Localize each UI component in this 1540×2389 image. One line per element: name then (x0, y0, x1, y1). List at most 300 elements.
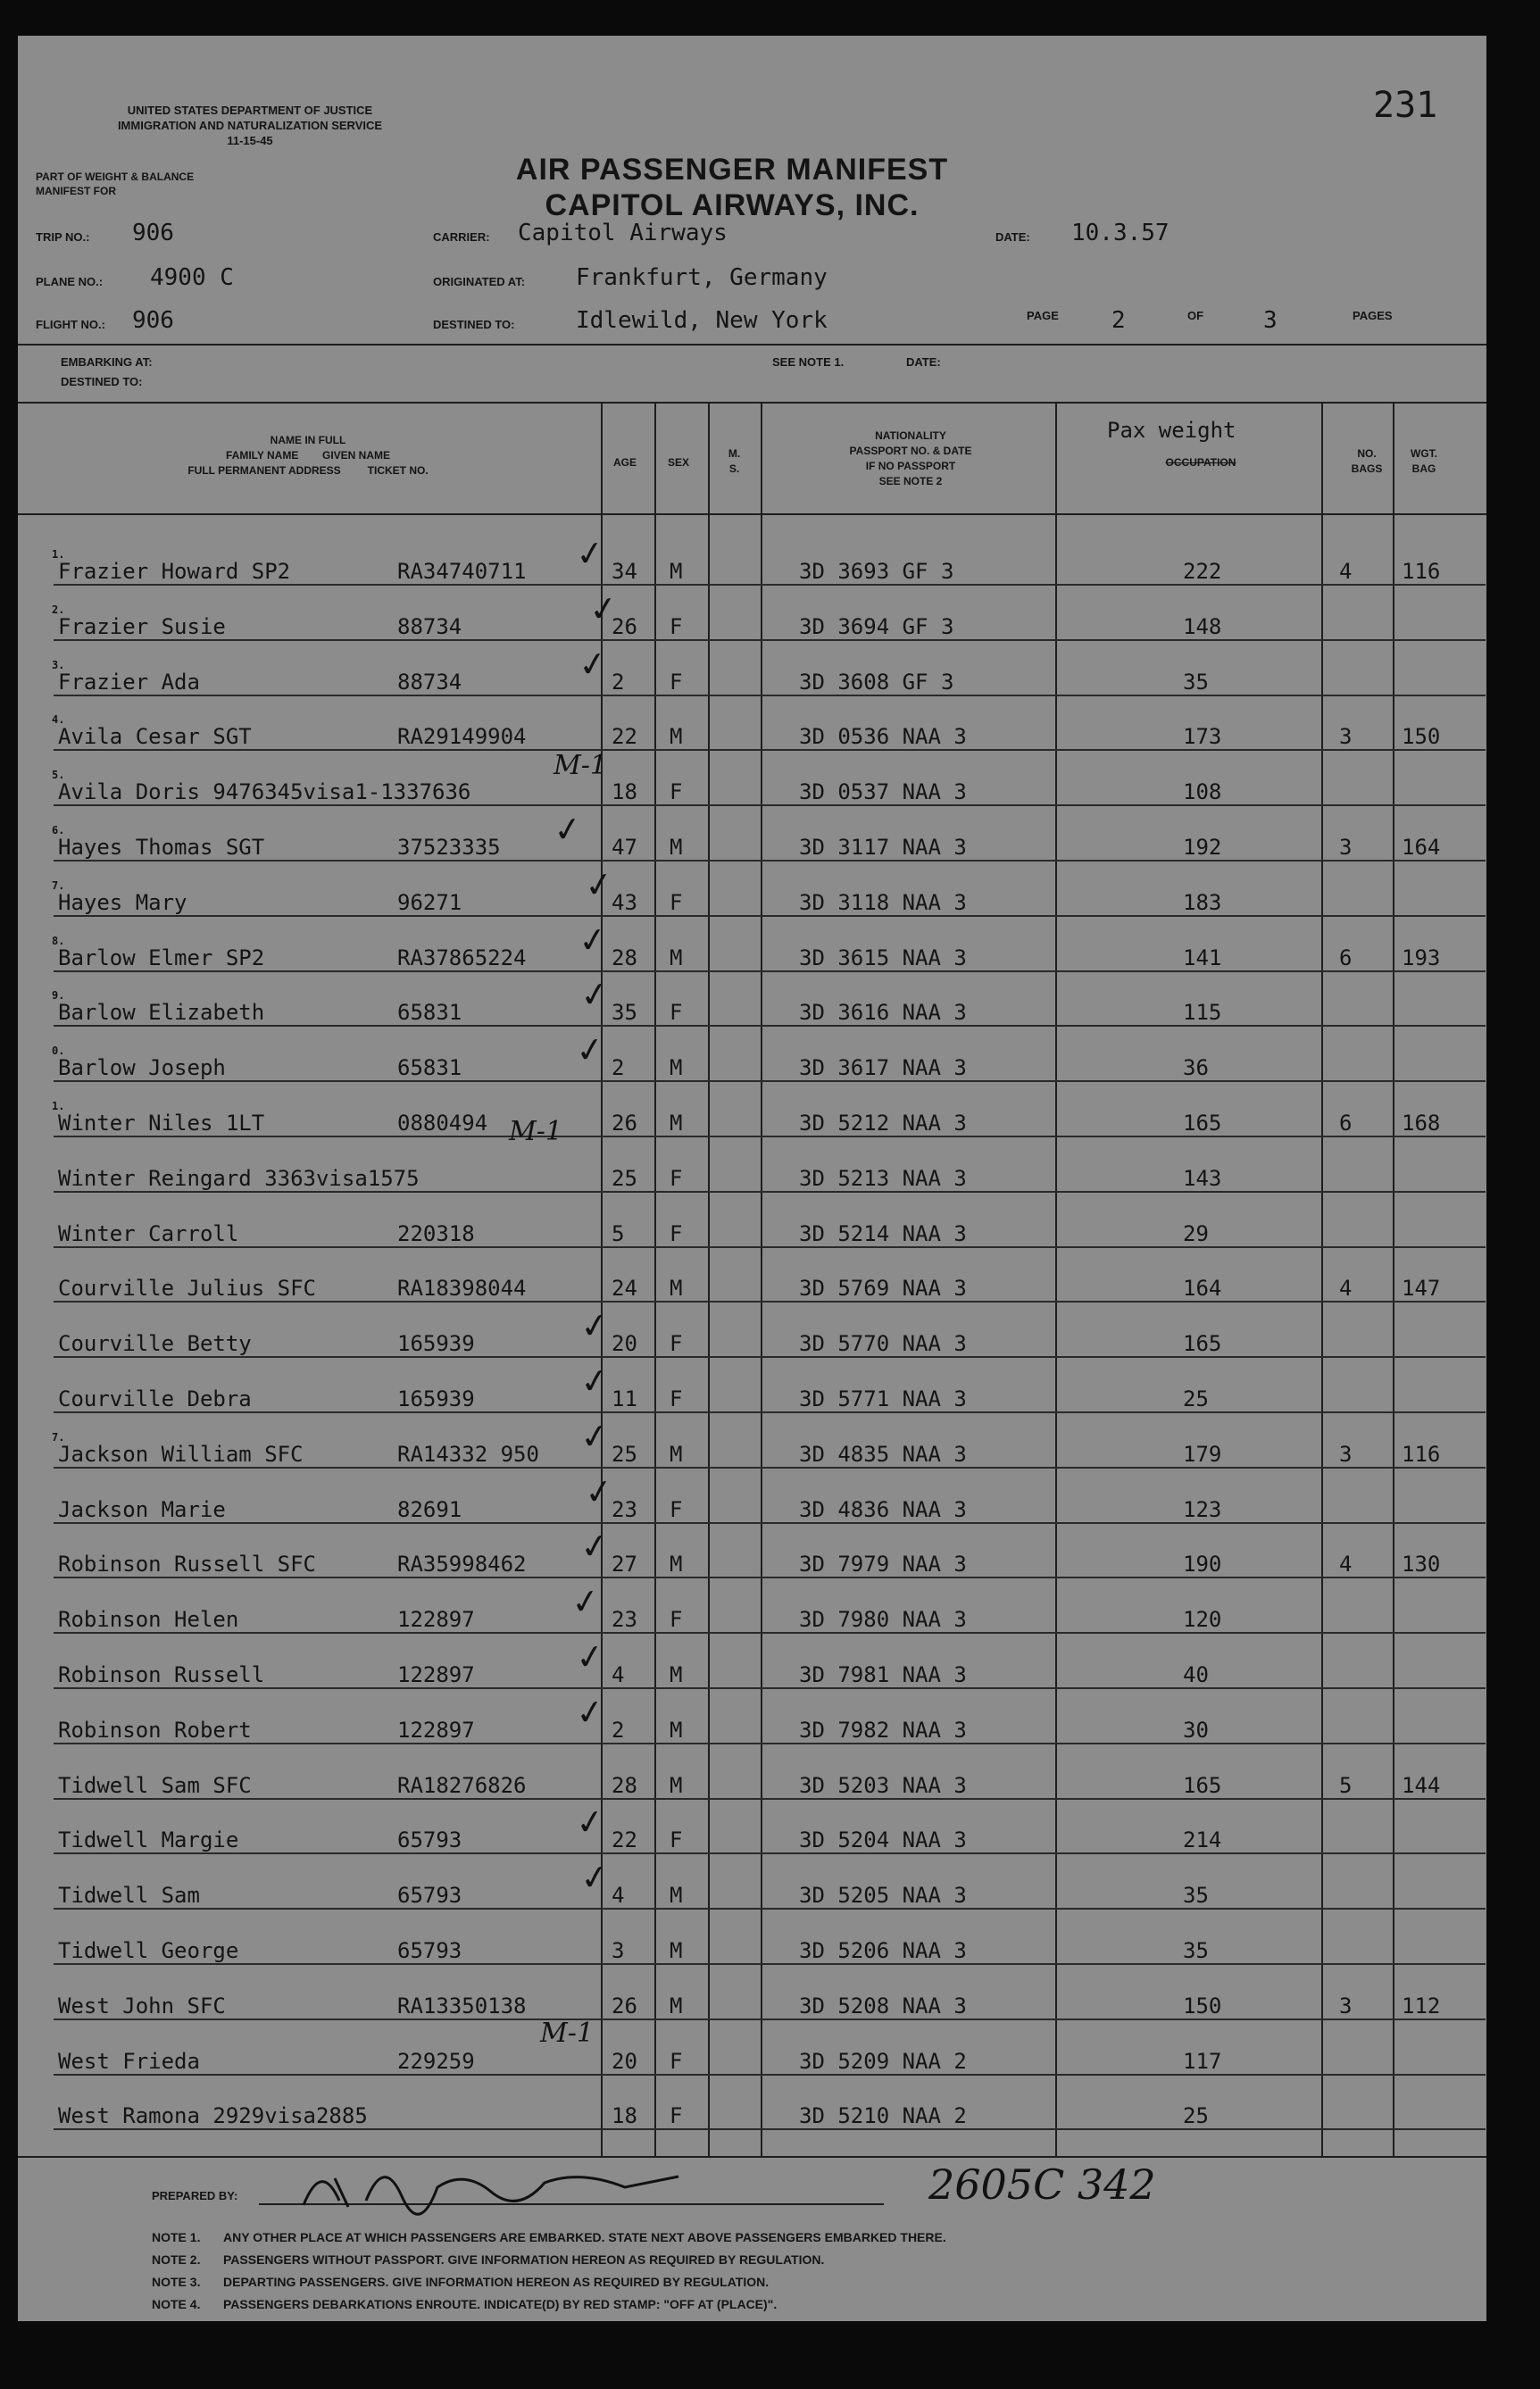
passenger-name: Barlow Elizabeth (58, 1000, 265, 1026)
passenger-name: West Frieda (58, 2048, 200, 2074)
passport-cell: 3D 3615 NAA 3 (799, 945, 967, 970)
table-row (18, 587, 1486, 646)
header-line: BAG (1411, 462, 1436, 475)
table-row (18, 531, 1486, 591)
sex-cell: M (670, 1552, 683, 1577)
age-cell: 18 (612, 2103, 637, 2129)
check-mark-annotation: ✓ (578, 1856, 612, 1900)
row-rule (54, 1522, 1486, 1524)
ticket-number: RA35998462 (397, 1552, 527, 1577)
pax-weight-cell: 148 (1183, 613, 1222, 639)
manifest-sheet (18, 36, 1486, 2321)
age-cell: 23 (612, 1607, 637, 1633)
header-bottom-rule (18, 513, 1486, 515)
bag-weight-cell: 150 (1402, 724, 1441, 750)
bag-weight-cell: 168 (1402, 1111, 1441, 1136)
bag-weight-cell: 112 (1402, 1993, 1441, 2019)
age-cell: 34 (612, 559, 637, 584)
age-cell: 47 (612, 835, 637, 860)
row-rule (54, 695, 1486, 696)
passport-cell: 3D 5208 NAA 3 (799, 1993, 967, 2019)
embarking-label: EMBARKING AT: (61, 355, 153, 369)
flight-no-label: FLIGHT NO.: (36, 318, 105, 331)
sex-cell: M (670, 945, 683, 970)
ticket-number: 88734 (397, 669, 462, 695)
note-2 (152, 2252, 824, 2267)
row-rule (54, 2019, 1486, 2020)
passenger-name: Tidwell Sam SFC (58, 1772, 252, 1798)
of-field: 3 (1263, 307, 1278, 334)
check-mark-annotation: ✓ (587, 587, 620, 630)
bags-cell: 3 (1339, 724, 1353, 750)
row-rule (54, 2074, 1486, 2076)
passenger-name: Courville Betty (58, 1331, 252, 1357)
ticket-number: 122897 (397, 1662, 475, 1687)
age-cell: 26 (612, 613, 637, 639)
check-mark-annotation: ✓ (551, 807, 585, 852)
ticket-number: RA29149904 (397, 724, 527, 750)
row-rule (54, 2128, 1486, 2130)
pax-weight-cell: 164 (1183, 1276, 1222, 1302)
passport-cell: 3D 3117 NAA 3 (799, 835, 967, 860)
sex-cell: M (670, 559, 683, 584)
passenger-name: West John SFC (58, 1993, 226, 2019)
passenger-name: Robinson Robert (58, 1717, 252, 1743)
passport-cell: 3D 0537 NAA 3 (799, 779, 967, 805)
note-number: NOTE 4. (152, 2297, 201, 2311)
note-text: DEPARTING PASSENGERS. GIVE INFORMATION HEREON AS REQUIRED BY REGULATION. (223, 2275, 770, 2289)
sex-cell: F (670, 1331, 683, 1357)
table-row (18, 1690, 1486, 1750)
sex-cell: M (670, 1772, 683, 1798)
check-mark-annotation: ✓ (576, 642, 610, 686)
pages-label: PAGES (1353, 309, 1393, 322)
nationality-column-header (768, 429, 1053, 489)
sex-cell: M (670, 1662, 683, 1687)
row-rule (54, 1136, 1486, 1137)
row-rule (54, 970, 1486, 972)
table-row (18, 2080, 1486, 2135)
sex-cell: F (670, 779, 683, 805)
ticket-number: 37523335 (397, 835, 501, 860)
ticket-number: RA37865224 (397, 945, 527, 970)
passenger-name: Winter Carroll (58, 1220, 239, 1246)
row-rule (54, 860, 1486, 862)
age-cell: 26 (612, 1993, 637, 2019)
destined-label: DESTINED TO: (433, 318, 515, 331)
pax-weight-cell: 150 (1183, 1993, 1222, 2019)
check-mark-annotation: ✓ (573, 1635, 607, 1679)
bags-cell: 3 (1339, 1993, 1353, 2019)
check-mark-annotation: ✓ (573, 531, 607, 576)
check-mark-annotation: ✓ (573, 1028, 607, 1072)
name-column-header (107, 433, 509, 479)
pax-weight-cell: 25 (1183, 2103, 1209, 2129)
date: 10.3.57 (1071, 220, 1170, 246)
bags-cell: 5 (1339, 1772, 1353, 1798)
passenger-name: Robinson Russell SFC (58, 1552, 316, 1577)
age-cell: 43 (612, 889, 637, 915)
manifest-title (464, 152, 1000, 223)
row-number: 2. (52, 603, 65, 616)
prepared-by-label: PREPARED BY: (152, 2189, 238, 2202)
pax-weight-cell: 115 (1183, 1000, 1222, 1026)
passenger-name: Jackson William SFC (58, 1441, 304, 1467)
pax-weight-cell: 190 (1183, 1552, 1222, 1577)
age-cell: 4 (612, 1662, 625, 1687)
bags-cell: 4 (1339, 1552, 1353, 1577)
pax-weight-cell: 192 (1183, 835, 1222, 860)
passenger-name: Jackson Marie (58, 1496, 226, 1522)
ticket-number: 0880494 (397, 1111, 488, 1136)
row-number: 1. (52, 1100, 65, 1112)
age-cell: 20 (612, 1331, 637, 1357)
row-rule (54, 1467, 1486, 1469)
page-field: 2 (1111, 307, 1126, 334)
table-row (18, 1469, 1486, 1529)
note-text: PASSENGERS DEBARKATIONS ENROUTE. INDICATE(D) BY RED STAMP: "OFF AT (PLACE)". (223, 2297, 778, 2311)
trip-no: 906 (132, 220, 174, 246)
check-mark-annotation: ✓ (569, 1580, 603, 1624)
bags-cell: 6 (1339, 945, 1353, 970)
row-rule (54, 1577, 1486, 1578)
check-mark-annotation: ✓ (582, 862, 616, 906)
table-row (18, 756, 1486, 812)
originated-label: ORIGINATED AT: (433, 275, 526, 288)
ticket-number: 220318 (397, 1220, 475, 1246)
age-cell: 22 (612, 724, 637, 750)
age-cell: 2 (612, 1055, 625, 1081)
flight-no: 906 (132, 307, 174, 334)
age-cell: 28 (612, 945, 637, 970)
row-rule (54, 1411, 1486, 1413)
sex-cell: F (670, 1165, 683, 1191)
age-cell: 27 (612, 1552, 637, 1577)
row-rule (54, 749, 1486, 751)
row-rule (54, 1080, 1486, 1082)
pax-weight-cell: 35 (1183, 1883, 1209, 1909)
header-line: M. (728, 447, 741, 460)
row-rule (54, 584, 1486, 586)
check-mark-annotation: ✓ (576, 918, 610, 961)
sex-cell: M (670, 1441, 683, 1467)
row-rule (54, 804, 1486, 806)
bag-weight-cell: 130 (1402, 1552, 1441, 1577)
of-label: OF (1187, 309, 1204, 322)
pax-weight-cell: 179 (1183, 1441, 1222, 1467)
age-cell: 3 (612, 1938, 625, 1963)
age-column-header: AGE (612, 456, 637, 469)
table-row (18, 918, 1486, 978)
note-number: NOTE 1. (152, 2230, 201, 2244)
passport-cell: 3D 7980 NAA 3 (799, 1607, 967, 1633)
passport-cell: 3D 3693 GF 3 (799, 559, 954, 584)
pax-weight-cell: 222 (1183, 559, 1222, 584)
passport-cell: 3D 5212 NAA 3 (799, 1111, 967, 1136)
pax-weight-cell: 117 (1183, 2048, 1222, 2074)
check-mark-annotation: ✓ (582, 1469, 616, 1513)
age-cell: 2 (612, 669, 625, 695)
pax-weight-cell: 173 (1183, 724, 1222, 750)
note-number: NOTE 3. (152, 2275, 201, 2289)
check-mark-annotation: ✓ (578, 1525, 612, 1569)
table-row (18, 642, 1486, 702)
table-row (18, 807, 1486, 867)
table-row (18, 1414, 1486, 1474)
bags-cell: 3 (1339, 835, 1353, 860)
passenger-name: Robinson Helen (58, 1607, 239, 1633)
table-row (18, 2026, 1486, 2081)
header-line: NATIONALITY (875, 429, 946, 442)
pax-weight-cell: 40 (1183, 1662, 1209, 1687)
pax-weight-cell: 165 (1183, 1331, 1222, 1357)
age-cell: 23 (612, 1496, 637, 1522)
sex-cell: M (670, 1993, 683, 2019)
table-row (18, 973, 1486, 1032)
pax-weight-cell: 165 (1183, 1772, 1222, 1798)
header-line: NAME IN FULL (270, 434, 346, 446)
passport-cell: 3D 3617 NAA 3 (799, 1055, 967, 1081)
passport-cell: 3D 5206 NAA 3 (799, 1938, 967, 1963)
passport-cell: 3D 5205 NAA 3 (799, 1883, 967, 1909)
passenger-name: Frazier Howard SP2 (58, 559, 291, 584)
passport-cell: 3D 5204 NAA 3 (799, 1827, 967, 1853)
note-4 (152, 2297, 777, 2311)
trip-no-label: TRIP NO.: (36, 230, 90, 244)
age-cell: 25 (612, 1165, 637, 1191)
header-line: IF NO PASSPORT (865, 460, 956, 472)
bags-cell: 3 (1339, 1441, 1353, 1467)
note-text: ANY OTHER PLACE AT WHICH PASSENGERS ARE EMBARKED. STATE NEXT ABOVE PASSENGERS EMBARKED THERE. (223, 2230, 946, 2244)
passport-cell: 3D 3608 GF 3 (799, 669, 954, 695)
table-row (18, 1253, 1486, 1308)
age-cell: 2 (612, 1717, 625, 1743)
note-3 (152, 2275, 769, 2289)
passenger-name: Tidwell George (58, 1938, 239, 1963)
table-top-rule (18, 402, 1486, 404)
pax-weight-header: Pax weight (1107, 418, 1236, 443)
sex-cell: F (670, 1386, 683, 1411)
row-rule (54, 1743, 1486, 1744)
row-number: 4. (52, 713, 65, 727)
age-cell: 11 (612, 1386, 637, 1411)
table-row (18, 1198, 1486, 1253)
row-rule (54, 1025, 1486, 1027)
sex-column-header: SEX (667, 456, 689, 469)
date2-label: DATE: (906, 355, 941, 369)
check-mark-annotation: ✓ (573, 1690, 607, 1734)
m1-annotation: M-1 (540, 2018, 594, 2049)
passenger-name: Hayes Thomas SGT (58, 835, 265, 860)
row-rule (54, 1356, 1486, 1358)
agency-header (36, 103, 464, 148)
header-line: NO. (1357, 447, 1377, 460)
table-row (18, 1087, 1486, 1143)
sex-cell: F (670, 1496, 683, 1522)
bag-weight-cell: 147 (1402, 1276, 1441, 1302)
table-row (18, 701, 1486, 756)
passenger-name: Avila Cesar SGT (58, 724, 252, 750)
ticket-number: 65793 (397, 1938, 462, 1963)
row-rule (54, 1687, 1486, 1689)
sex-cell: F (670, 669, 683, 695)
ticket-number: 122897 (397, 1717, 475, 1743)
wgt-column-header (1397, 446, 1451, 477)
carrier: Capitol Airways (518, 220, 728, 246)
sex-cell: M (670, 1938, 683, 1963)
passport-cell: 3D 5770 NAA 3 (799, 1331, 967, 1357)
passenger-name: Winter Niles 1LT (58, 1111, 265, 1136)
age-cell: 26 (612, 1111, 637, 1136)
passport-cell: 3D 7979 NAA 3 (799, 1552, 967, 1577)
handwritten-totals: 2605C 342 (928, 2160, 1156, 2209)
header-line: S. (728, 462, 740, 475)
sex-cell: F (670, 1827, 683, 1853)
passport-cell: 3D 5210 NAA 2 (799, 2103, 967, 2129)
pax-weight-cell: 123 (1183, 1496, 1222, 1522)
note-1 (152, 2230, 946, 2244)
carrier-label: CARRIER: (433, 230, 490, 244)
table-row (18, 1525, 1486, 1584)
table-bottom-rule (18, 2156, 1486, 2158)
passport-cell: 3D 4835 NAA 3 (799, 1441, 967, 1467)
header-line: SEE NOTE 2 (878, 475, 943, 487)
passport-cell: 3D 3694 GF 3 (799, 613, 954, 639)
pax-weight-cell: 143 (1183, 1165, 1222, 1191)
passenger-name: Avila Doris 9476345visa1-1337636 (58, 779, 471, 805)
destined: Idlewild, New York (576, 307, 828, 334)
passport-cell: 3D 5214 NAA 3 (799, 1220, 967, 1246)
passport-cell: 3D 5209 NAA 2 (799, 2048, 967, 2074)
ticket-number: RA18398044 (397, 1276, 527, 1302)
age-cell: 5 (612, 1220, 625, 1246)
plane-no-label: PLANE NO.: (36, 275, 104, 288)
sex-cell: F (670, 1000, 683, 1026)
ticket-number: RA13350138 (397, 1993, 527, 2019)
row-number: 8. (52, 934, 65, 947)
header-line: FAMILY NAME GIVEN NAME (225, 449, 391, 462)
pax-weight-cell: 35 (1183, 1938, 1209, 1963)
sex-cell: F (670, 2103, 683, 2129)
bag-weight-cell: 116 (1402, 559, 1441, 584)
passenger-name: Courville Debra (58, 1386, 252, 1411)
passport-cell: 3D 4836 NAA 3 (799, 1496, 967, 1522)
bags-cell: 6 (1339, 1111, 1353, 1136)
age-cell: 24 (612, 1276, 637, 1302)
pax-weight-cell: 36 (1183, 1055, 1209, 1081)
pax-weight-cell: 30 (1183, 1717, 1209, 1743)
sex-cell: M (670, 1055, 683, 1081)
row-number: 7. (52, 1430, 65, 1444)
row-rule (54, 1908, 1486, 1910)
age-cell: 28 (612, 1772, 637, 1798)
note-number: NOTE 2. (152, 2252, 201, 2267)
passenger-name: Hayes Mary (58, 889, 187, 915)
ticket-number: RA18276826 (397, 1772, 527, 1798)
ticket-number: 65831 (397, 1055, 462, 1081)
header-line: FULL PERMANENT ADDRESS TICKET NO. (187, 464, 429, 477)
page-number: 231 (1373, 85, 1438, 126)
table-row (18, 1143, 1486, 1198)
table-row (18, 1635, 1486, 1694)
ticket-number: 65793 (397, 1827, 462, 1853)
ticket-number: 96271 (397, 889, 462, 915)
bag-weight-cell: 164 (1402, 835, 1441, 860)
header-line: PASSPORT NO. & DATE (849, 445, 972, 457)
pax-weight-cell: 183 (1183, 889, 1222, 915)
destined-to-label: DESTINED TO: (61, 375, 143, 388)
header-line: WGT. (1411, 447, 1437, 460)
bag-weight-cell: 116 (1402, 1441, 1441, 1467)
occupation-header-struck: OCCUPATION (1165, 456, 1236, 469)
subtitle-line: CAPITOL AIRWAYS, INC. (545, 188, 920, 222)
check-mark-annotation: ✓ (578, 1414, 612, 1458)
age-cell: 25 (612, 1441, 637, 1467)
pax-weight-cell: 120 (1183, 1607, 1222, 1633)
ticket-number: 165939 (397, 1331, 475, 1357)
header-rule (18, 344, 1486, 345)
row-rule (54, 1191, 1486, 1193)
ticket-number: 165939 (397, 1386, 475, 1411)
ticket-number: 88734 (397, 613, 462, 639)
bags-cell: 4 (1339, 1276, 1353, 1302)
table-row (18, 862, 1486, 922)
sex-cell: F (670, 1607, 683, 1633)
title-line: AIR PASSENGER MANIFEST (515, 153, 949, 187)
age-cell: 22 (612, 1827, 637, 1853)
sex-cell: F (670, 1220, 683, 1246)
m1-annotation: M-1 (554, 750, 607, 781)
pax-weight-cell: 25 (1183, 1386, 1209, 1411)
ticket-number: 82691 (397, 1496, 462, 1522)
age-cell: 4 (612, 1883, 625, 1909)
row-rule (54, 1246, 1486, 1248)
ticket-number: RA14332 950 (397, 1441, 539, 1467)
row-number: 0. (52, 1045, 65, 1058)
ticket-number: 122897 (397, 1607, 475, 1633)
ms-column-header (710, 446, 759, 477)
table-row (18, 1750, 1486, 1805)
agency-line: UNITED STATES DEPARTMENT OF JUSTICE (127, 104, 373, 117)
sex-cell: F (670, 889, 683, 915)
table-row (18, 1856, 1486, 1915)
bag-weight-cell: 144 (1402, 1772, 1441, 1798)
row-number: 5. (52, 769, 65, 782)
agency-line: IMMIGRATION AND NATURALIZATION SERVICE (117, 119, 383, 132)
date-label: DATE: (995, 230, 1030, 244)
passenger-name: Tidwell Margie (58, 1827, 239, 1853)
passenger-name: Robinson Russell (58, 1662, 265, 1687)
see-note-label: SEE NOTE 1. (772, 355, 845, 369)
table-row (18, 1359, 1486, 1419)
passenger-name: Tidwell Sam (58, 1883, 200, 1909)
check-mark-annotation: ✓ (578, 973, 612, 1017)
row-rule (54, 915, 1486, 917)
age-cell: 20 (612, 2048, 637, 2074)
check-mark-annotation: ✓ (578, 1304, 612, 1348)
sex-cell: F (670, 613, 683, 639)
bags-column-header (1342, 446, 1392, 477)
row-rule (54, 1963, 1486, 1965)
row-number: 9. (52, 989, 65, 1003)
passenger-name: West Ramona 2929visa2885 (58, 2103, 368, 2129)
table-row (18, 1915, 1486, 1970)
table-row (18, 1970, 1486, 2026)
table-row (18, 1801, 1486, 1860)
row-rule (54, 1301, 1486, 1303)
passport-cell: 3D 5213 NAA 3 (799, 1165, 967, 1191)
sex-cell: F (670, 2048, 683, 2074)
